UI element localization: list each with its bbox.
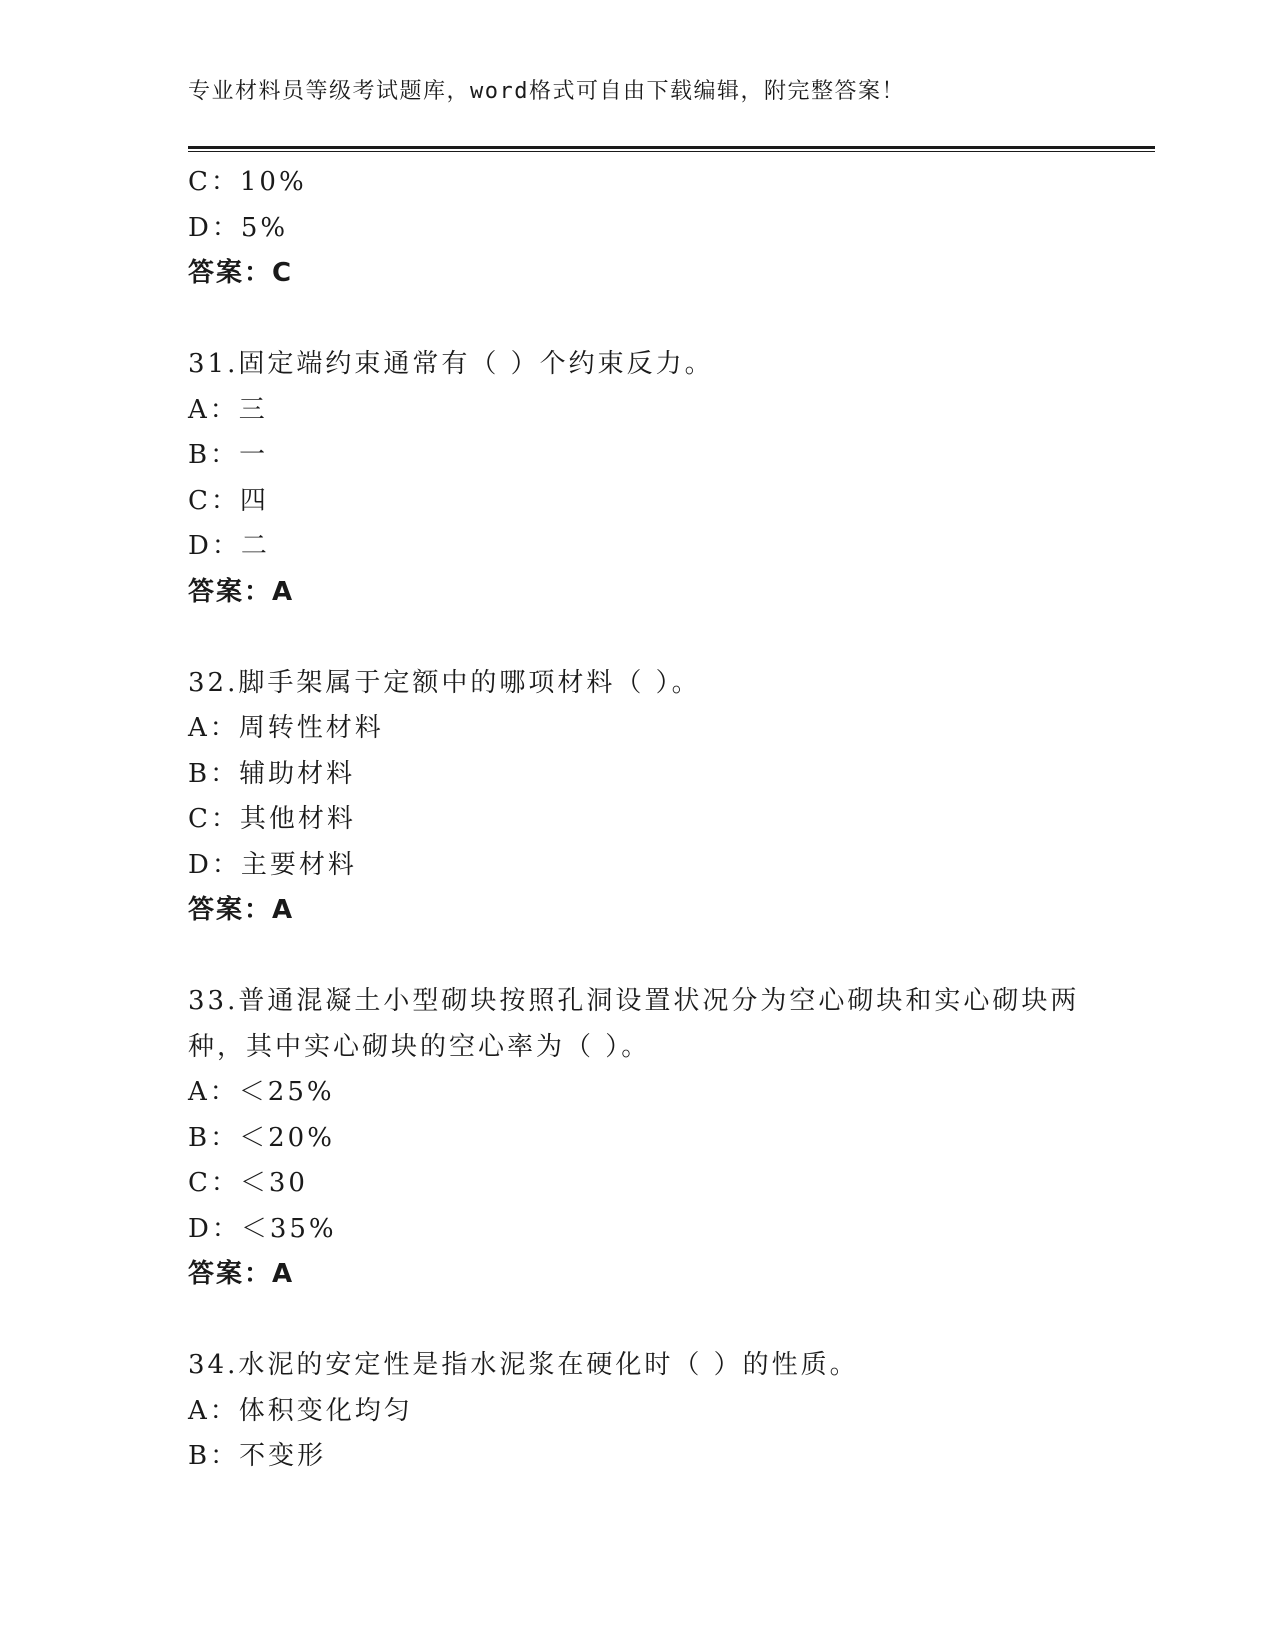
option-a: A：周转性材料: [188, 713, 384, 743]
option-d: D：主要材料: [188, 849, 357, 880]
header-rule-thick: [188, 146, 1155, 149]
answer: 答案：A: [188, 895, 295, 925]
question-stem: 34.水泥的安定性是指水泥浆在硬化时（ ）的性质。: [188, 1350, 859, 1380]
spacer: [188, 297, 1088, 343]
spacer: [188, 615, 1088, 661]
option-a: A：三: [188, 394, 268, 425]
question-stem: 32.脚手架属于定额中的哪项材料（ ）。: [188, 667, 701, 698]
answer: 答案：C: [188, 258, 294, 288]
question-stem: 31.固定端约束通常有（ ）个约束反力。: [188, 349, 714, 379]
spacer: [188, 1298, 1088, 1344]
option-a: A：＜25%: [188, 1077, 335, 1107]
header-rule-thin: [188, 151, 1155, 152]
page-header: 专业材料员等级考试题库，word格式可自由下载编辑，附完整答案！: [188, 79, 905, 104]
option-c: C：四: [188, 485, 269, 516]
option-a: A：体积变化均匀: [188, 1395, 413, 1426]
question-33: [188, 979, 1088, 1298]
option-d: D：二: [188, 531, 270, 561]
question-stem: [188, 979, 1088, 1070]
answer: 答案：A: [188, 1259, 295, 1289]
option-b: B：＜20%: [188, 1122, 335, 1153]
option-c: C：10%: [188, 167, 307, 197]
question-stem-line-1: 33.普通混凝土小型砌块按照孔洞设置状况分为空心砌块和实心砌块两: [188, 986, 1080, 1016]
question-content: [188, 160, 1088, 1480]
answer: 答案：A: [188, 576, 295, 607]
spacer: [188, 934, 1088, 980]
option-b: B：辅助材料: [188, 758, 356, 789]
question-stem-line-2: 种，其中实心砌块的空心率为（ ）。: [188, 1031, 651, 1062]
question-32: [188, 661, 1088, 934]
question-31: [188, 342, 1088, 615]
option-c: C：其他材料: [188, 804, 356, 834]
option-b: B：一: [188, 440, 269, 470]
option-b: B：不变形: [188, 1441, 327, 1471]
option-d: D：5%: [188, 212, 289, 243]
option-c: C：＜30: [188, 1168, 308, 1198]
question-34: [188, 1343, 1088, 1480]
option-d: D：＜35%: [188, 1213, 337, 1244]
question-30-tail: [188, 160, 1088, 297]
